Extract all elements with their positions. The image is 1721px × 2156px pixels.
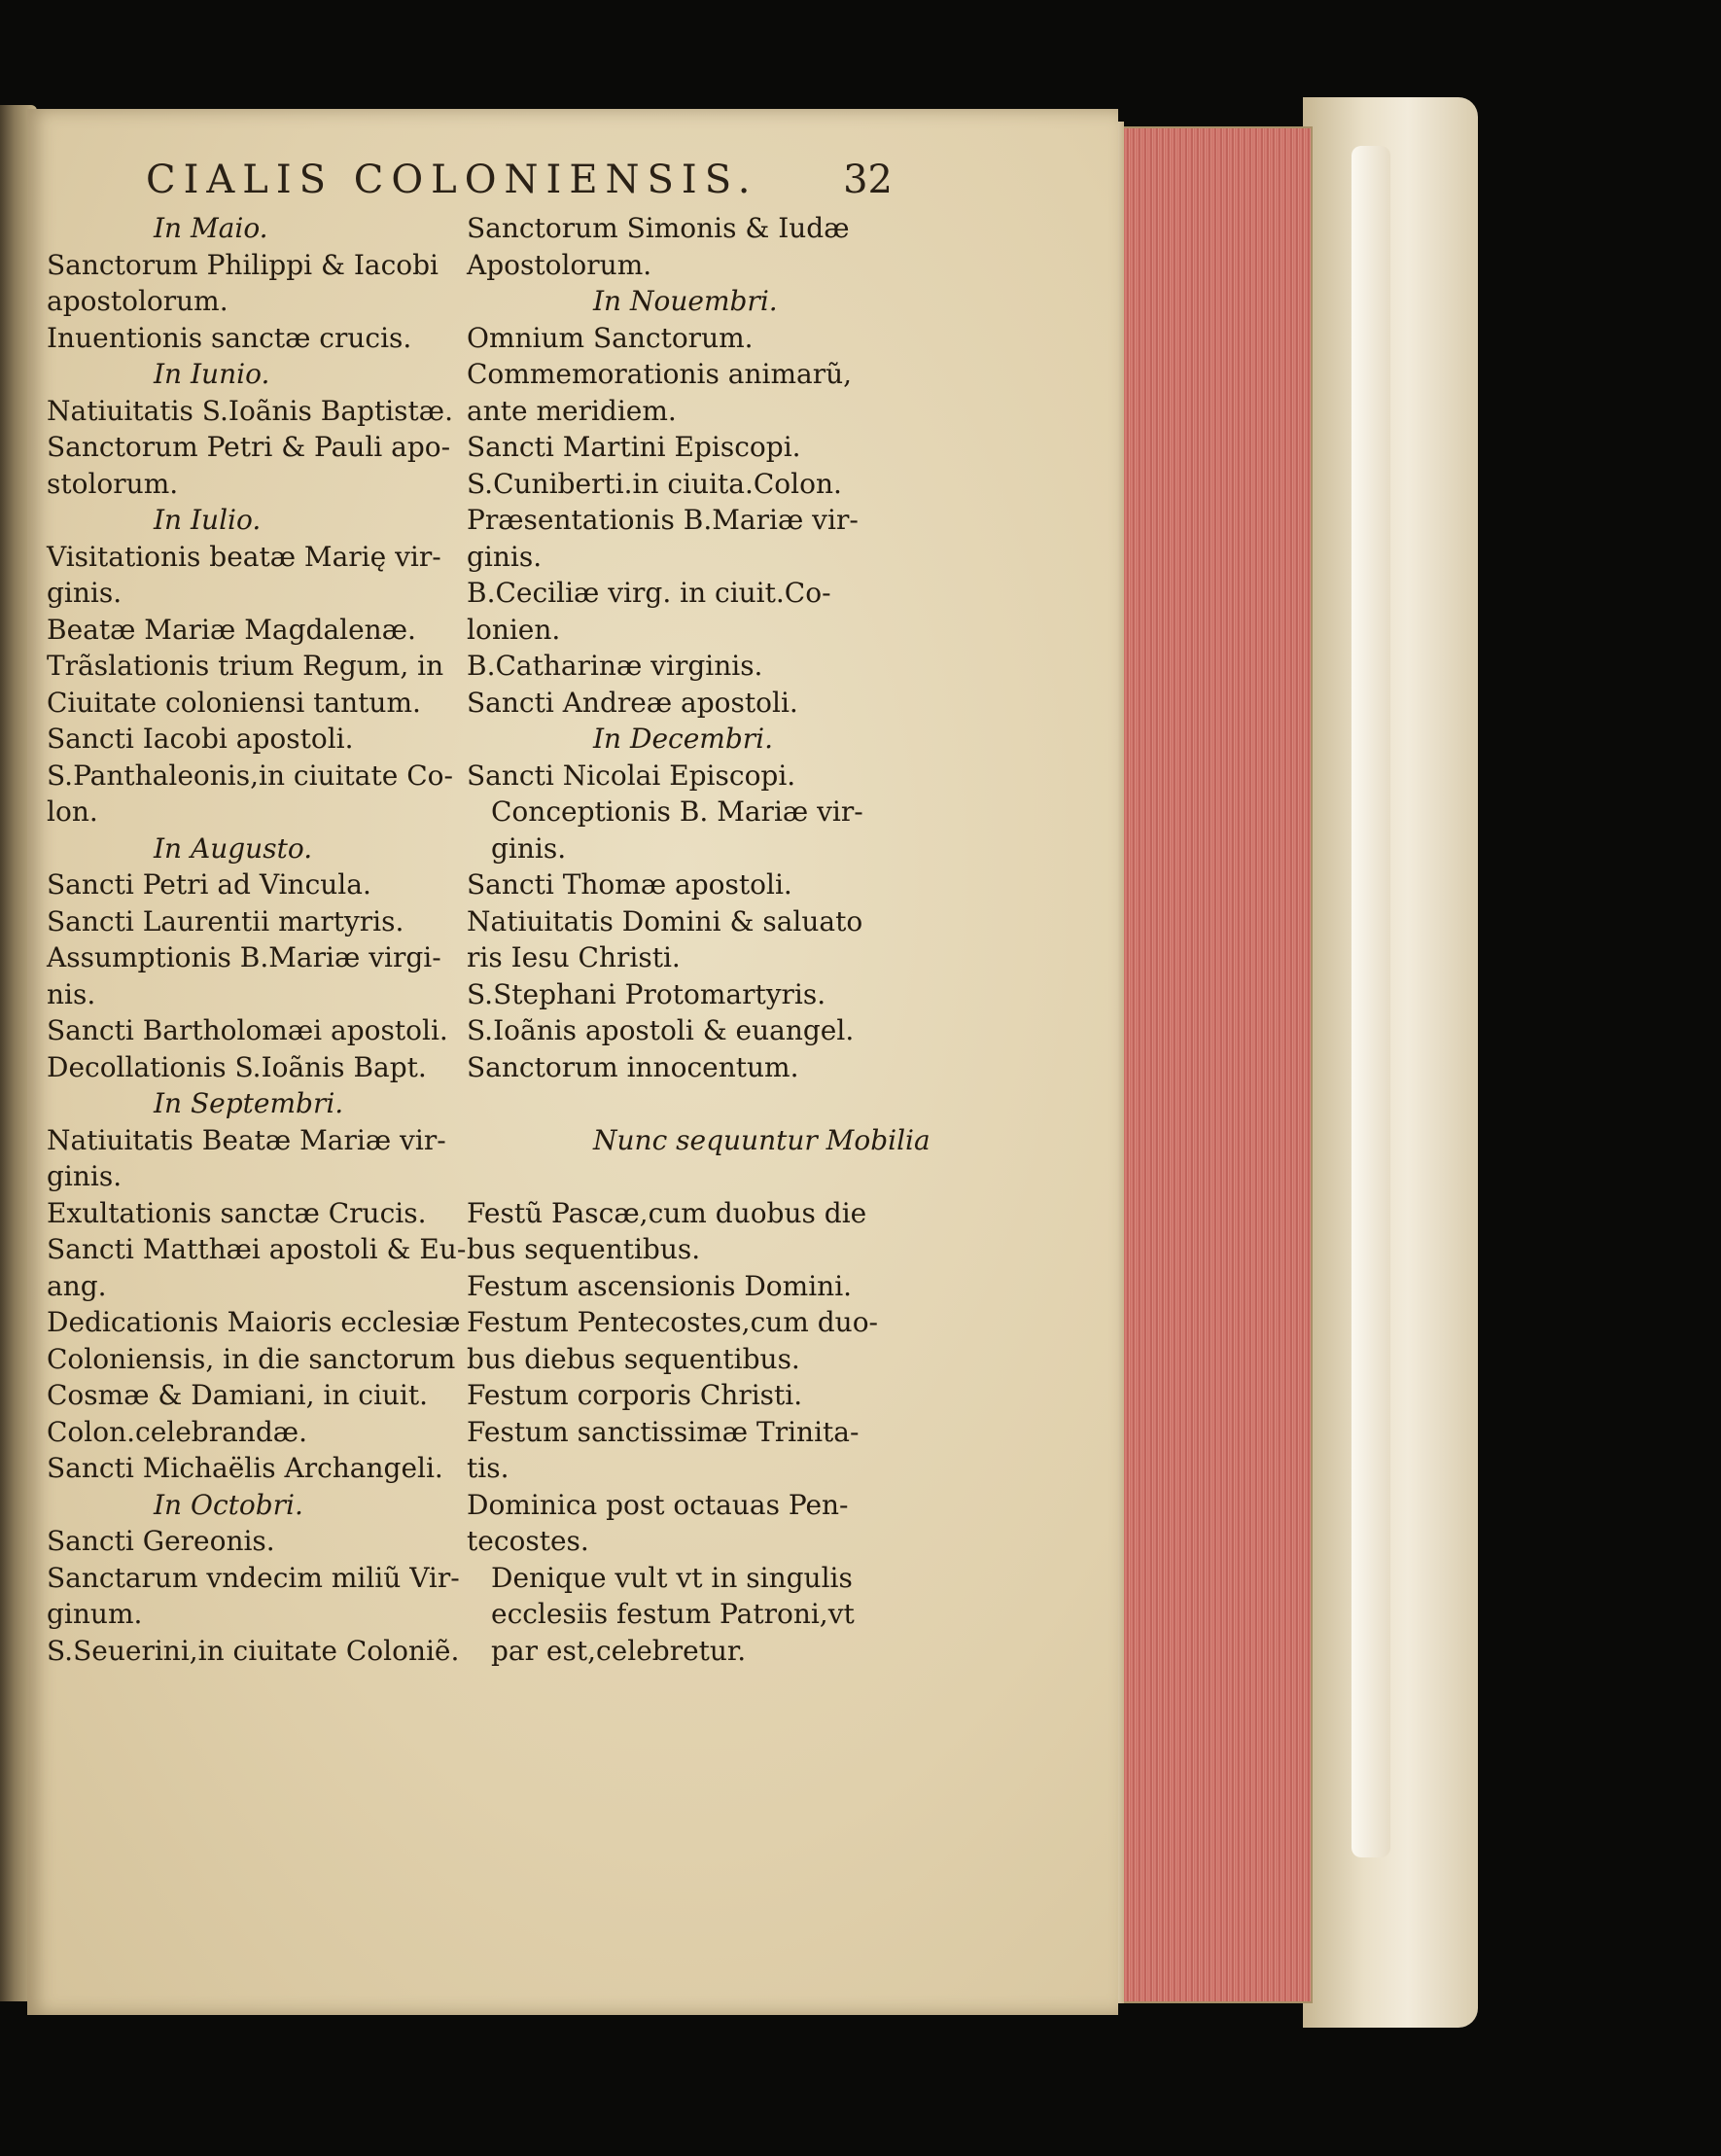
red-page-edges bbox=[1118, 126, 1313, 2003]
feast-entry-line: Cosmæ & Damiani, in ciuit. bbox=[47, 1379, 429, 1411]
feast-entry-line: Sanctorum Simonis & Iudæ bbox=[467, 212, 850, 244]
feast-entry-line: stolorum. bbox=[47, 467, 179, 500]
feast-entry-line: Sancti Laurentii martyris. bbox=[47, 904, 404, 937]
blank-line bbox=[467, 1085, 895, 1122]
feast-entry-line: Natiuitatis Domini & saluato bbox=[467, 904, 863, 937]
feast-entry-line: lonien. bbox=[467, 613, 561, 646]
feast-entry-line: S.Cuniberti.in ciuita.Colon. bbox=[467, 467, 842, 500]
month-heading: In Iunio. bbox=[154, 358, 270, 390]
feast-entry-line: lon. bbox=[47, 795, 98, 828]
month-heading: In Nouembri. bbox=[593, 285, 778, 317]
month-heading: In Octobri. bbox=[154, 1488, 303, 1521]
feast-entry-line: Ciuitate coloniensi tantum. bbox=[47, 686, 421, 719]
feast-entry-line: Decollationis S.Ioãnis Bapt. bbox=[47, 1050, 427, 1083]
feast-entry-line: S.Panthaleonis,in ciuitate Co- bbox=[47, 759, 453, 792]
feast-entry-line: bus sequentibus. bbox=[467, 1233, 701, 1265]
feast-entry-line: Natiuitatis Beatæ Mariæ vir- bbox=[47, 1123, 446, 1156]
blank-line bbox=[467, 1158, 895, 1195]
month-heading: In Decembri. bbox=[593, 723, 773, 755]
feast-entry-line: B.Catharinæ virginis. bbox=[467, 650, 763, 682]
feast-entry-line: Sanctorum Philippi & Iacobi bbox=[47, 248, 439, 281]
month-heading: Nunc sequuntur Mobilia bbox=[593, 1123, 931, 1156]
feast-entry-line: Sanctarum vndecim miliũ Vir- bbox=[47, 1561, 460, 1594]
feast-entry-line: Colon.celebrandæ. bbox=[47, 1415, 307, 1448]
month-heading: In Maio. bbox=[154, 212, 268, 244]
feast-entry-line: Sancti Martini Episcopi. bbox=[467, 431, 801, 463]
left-column bbox=[47, 210, 467, 1669]
vellum-cover bbox=[1303, 97, 1478, 2028]
feast-entry-line: Exultationis sanctæ Crucis. bbox=[47, 1196, 427, 1229]
feast-entry-line: Sancti Bartholomæi apostoli. bbox=[47, 1014, 448, 1046]
running-title: CIALIS COLONIENSIS. bbox=[146, 158, 758, 202]
month-heading: In Septembri. bbox=[154, 1087, 344, 1119]
feast-entry-line: Conceptionis B. Mariæ vir- bbox=[491, 795, 863, 828]
feast-entry-line: Beatæ Mariæ Magdalenæ. bbox=[47, 613, 416, 646]
feast-entry-line: Apostolorum. bbox=[467, 248, 652, 281]
feast-entry-line: ris Iesu Christi. bbox=[467, 941, 681, 973]
feast-entry-line: Visitationis beatæ Marię vir- bbox=[47, 540, 441, 573]
feast-entry-line: bus diebus sequentibus. bbox=[467, 1342, 800, 1375]
feast-entry-line: ginis. bbox=[47, 577, 123, 609]
feast-entry-line: tis. bbox=[467, 1452, 509, 1484]
feast-entry-line: Sancti Petri ad Vincula. bbox=[47, 868, 371, 901]
feast-entry-line: ang. bbox=[47, 1269, 107, 1302]
feast-entry-line: ecclesiis festum Patroni,vt bbox=[491, 1598, 855, 1630]
feast-entry-line: Sancti Thomæ apostoli. bbox=[467, 868, 792, 901]
feast-entry-line: Sanctorum innocentum. bbox=[467, 1050, 799, 1083]
feast-entry-line: ginis. bbox=[467, 540, 543, 573]
feast-entry-line: Festum ascensionis Domini. bbox=[467, 1269, 853, 1302]
feast-entry-line: Festum sanctissimæ Trinita- bbox=[467, 1415, 860, 1448]
feast-entry-line: ginis. bbox=[491, 831, 567, 865]
feast-entry-line: Dominica post octauas Pen- bbox=[467, 1488, 849, 1521]
feast-entry-line: Assumptionis B.Mariæ virgi- bbox=[47, 941, 441, 973]
feast-entry-line: Sanctorum Petri & Pauli apo- bbox=[47, 431, 451, 463]
feast-entry-line: ginis. bbox=[47, 1160, 123, 1192]
feast-entry-line: Festũ Pascæ,cum duobus die bbox=[467, 1196, 867, 1229]
month-heading: In Iulio. bbox=[154, 504, 262, 536]
month-heading: In Augusto. bbox=[154, 831, 313, 865]
feast-entry-line: Sancti Matthæi apostoli & Eu- bbox=[47, 1233, 467, 1265]
feast-entry-line: apostolorum. bbox=[47, 285, 228, 317]
right-column bbox=[467, 210, 931, 1669]
feast-entry-line: nis. bbox=[47, 977, 96, 1010]
feast-entry-line: Denique vult vt in singulis bbox=[491, 1561, 853, 1594]
feast-entry-line: Sancti Nicolai Episcopi. bbox=[467, 759, 796, 792]
feast-entry-line: Sancti Michaëlis Archangeli. bbox=[47, 1452, 443, 1484]
feast-entry-line: S.Stephani Protomartyris. bbox=[467, 977, 826, 1010]
feast-entry-line: Natiuitatis S.Ioãnis Baptistæ. bbox=[47, 394, 454, 427]
feast-entry-line: S.Seuerini,in ciuitate Coloniẽ. bbox=[47, 1634, 460, 1667]
feast-entry-line: ginum. bbox=[47, 1598, 143, 1630]
folio-number: 32 bbox=[843, 158, 893, 202]
feast-entry-line: Sancti Andreæ apostoli. bbox=[467, 686, 798, 719]
feast-entry-line: Sancti Iacobi apostoli. bbox=[47, 723, 354, 755]
feast-entry-line: Sancti Gereonis. bbox=[47, 1525, 275, 1557]
feast-entry-line: Coloniensis, in die sanctorum bbox=[47, 1342, 456, 1375]
feast-entry-line: Festum corporis Christi. bbox=[467, 1379, 803, 1411]
feast-entry-line: Omnium Sanctorum. bbox=[467, 321, 754, 354]
feast-entry-line: Commemorationis animarũ, bbox=[467, 358, 853, 390]
feast-entry-line: Præsentationis B.Mariæ vir- bbox=[467, 504, 859, 536]
vellum-cover-fold bbox=[1352, 146, 1390, 1857]
feast-entry-line: ante meridiem. bbox=[467, 394, 677, 427]
feast-entry-line: Festum Pentecostes,cum duo- bbox=[467, 1306, 879, 1338]
feast-entry-line: B.Ceciliæ virg. in ciuit.Co- bbox=[467, 577, 831, 609]
feast-entry-line: Trãslationis trium Regum, in bbox=[47, 650, 444, 682]
feast-entry-line: tecostes. bbox=[467, 1525, 589, 1557]
feast-entry-line: Inuentionis sanctæ crucis. bbox=[47, 321, 412, 354]
feast-entry-line: S.Ioãnis apostoli & euangel. bbox=[467, 1014, 855, 1046]
feast-entry-line: par est,celebretur. bbox=[491, 1634, 747, 1667]
feast-entry-line: Dedicationis Maioris ecclesiæ bbox=[47, 1306, 461, 1338]
running-header bbox=[146, 158, 893, 206]
